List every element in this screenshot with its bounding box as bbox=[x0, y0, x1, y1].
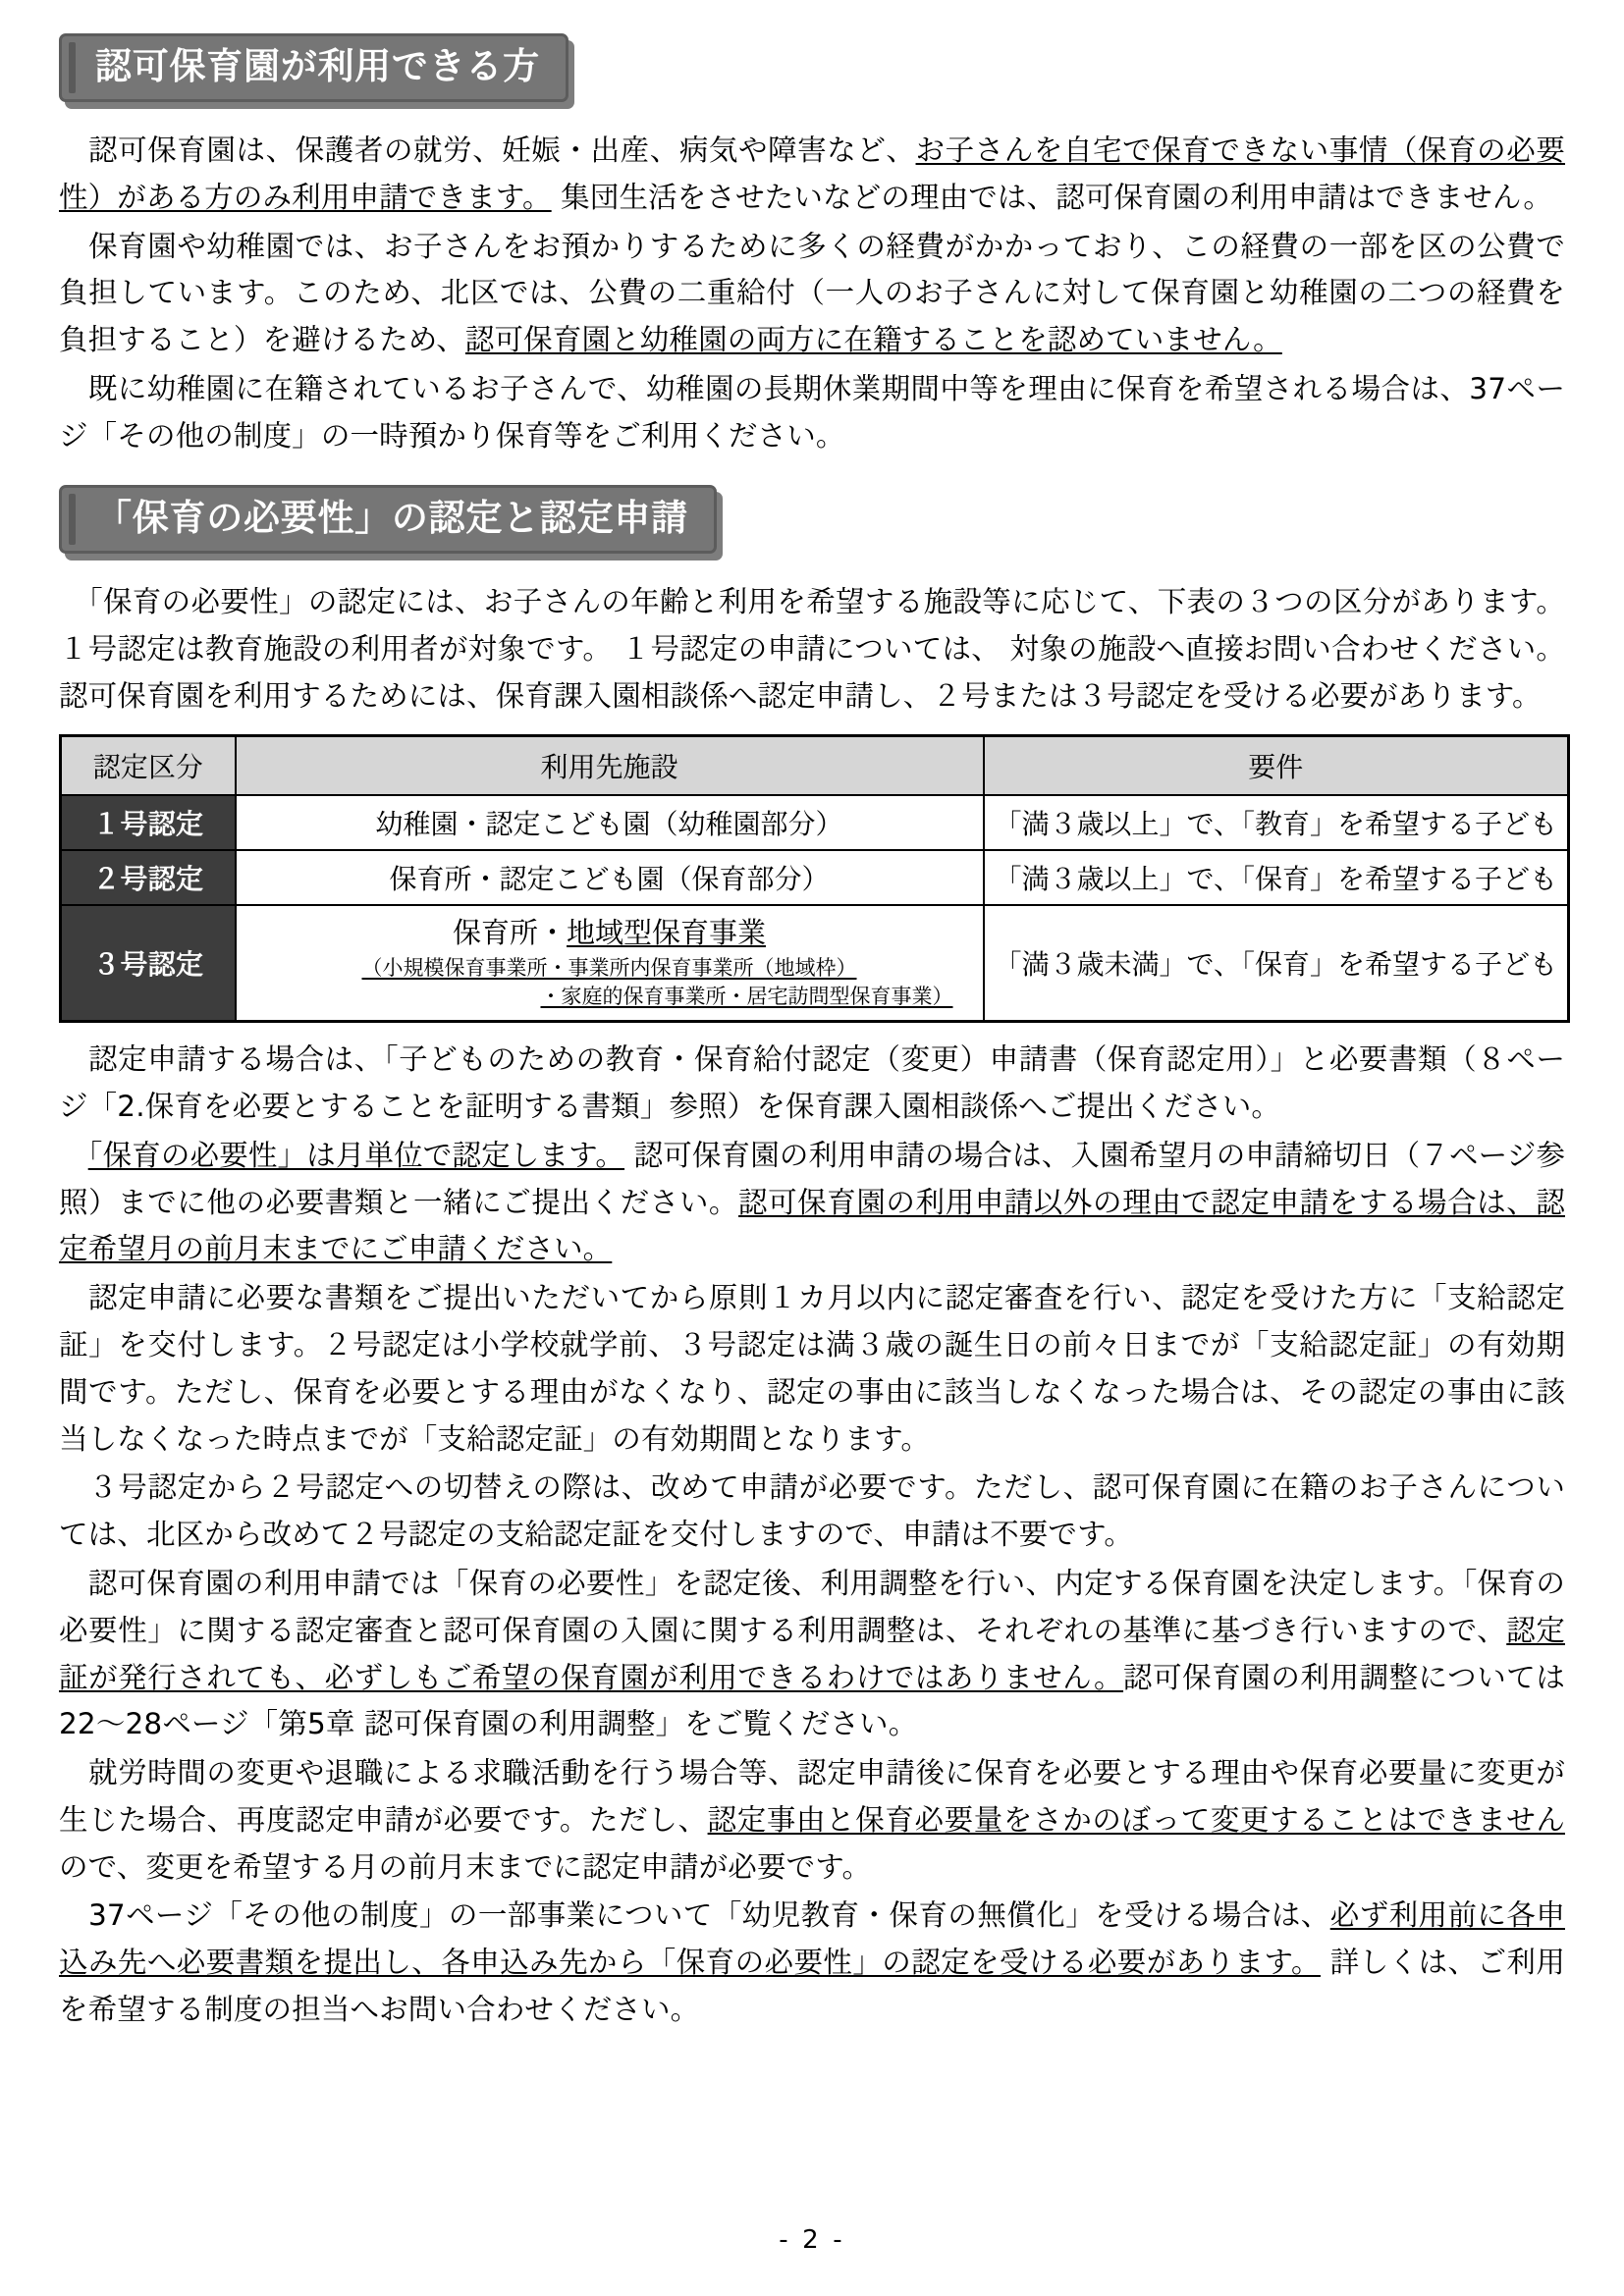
emphasis-underline-run: 認可保育園と幼稚園の両方に在籍することを認めていません。 bbox=[464, 323, 1282, 357]
text-run: 認定申請に必要な書類をご提出いただいてから原則１カ月以内に認定審査を行い、認定を受けた方に「支給認定証」を交付します。２号認定は小学校就学前、３号認定は満３歳の誕生日の前々日までが「支給認定証」の有効期間です。ただし、保育を必要とする理由がなくなり、認定の事由に該当しなくなった場合は、その認定の事由に該当しなくなった時点までが「支給認定証」の有効期間となります。 bbox=[59, 1281, 1565, 1456]
facility-sub-line-2-text: ・家庭的保育事業所・居宅訪問型保育事業） bbox=[540, 985, 953, 1009]
text-run: 認可保育園の利用申請では「保育の必要性」を認定後、利用調整を行い、内定する保育園を決定します。「保育の必要性」に関する認定審査と認可保育園の入園に関する利用調整は、それぞれの基準に基づき行いますので、 bbox=[59, 1566, 1565, 1647]
facility-main-line bbox=[243, 915, 977, 952]
section-heading-2 bbox=[59, 485, 717, 554]
emphasis-underline-run: 「保育の必要性」は月単位で認定します。 bbox=[87, 1138, 625, 1172]
section-heading-2-label: 「保育の必要性」の認定と認定申請 bbox=[95, 497, 688, 540]
paragraph bbox=[59, 1750, 1565, 1891]
text-run: 認可保育園は、保護者の就労、妊娠・出産、病気や障害など、 bbox=[59, 133, 916, 167]
text-run: 認可保育園の利用申請の場合は、入園希望月の申請締切日（７ページ参照）までに他の必要書類と一緒にご提出ください。 bbox=[59, 1138, 1565, 1219]
paragraph bbox=[59, 1561, 1565, 1748]
table-cell-kubun: ３号認定 bbox=[61, 905, 236, 1022]
table-row bbox=[61, 850, 1569, 905]
section-2-body bbox=[59, 1037, 1565, 2033]
text-run: 37ページ「その他の制度」の一部事業について「幼児教育・保育の無償化」を受ける場合は、 bbox=[59, 1898, 1330, 1933]
paragraph bbox=[59, 128, 1565, 222]
text-run: 「保育の必要性」の認定には、お子さんの年齢と利用を希望する施設等に応じて、下表の３つの区分があります。１号認定は教育施設の利用者が対象です。 １号認定の申請については、 対象の施設へ直接お問い合わせください。認可保育園を利用するためには、保育課入園相談係へ認定申請し、２号または３号認定を受ける必要があります。 bbox=[59, 585, 1565, 713]
text-run bbox=[59, 1139, 88, 1172]
paragraph bbox=[59, 1893, 1565, 2033]
text-run: 保育園や幼稚園では、お子さんをお預かりするために多くの経費がかかっており、この経費の一部を区の公費で負担しています。このため、北区では、公費の二重給付（一人のお子さんに対して保育園と幼稚園の二つの経費を負担すること）を避けるため、 bbox=[59, 229, 1565, 357]
table-cell-kubun: ２号認定 bbox=[61, 850, 236, 905]
paragraph bbox=[59, 224, 1565, 364]
facility-sub-line-1-text: （小規模保育事業所・事業所内保育事業所（地域枠） bbox=[361, 956, 857, 981]
text-run: 集団生活をさせたいなどの理由では、認可保育園の利用申請はできません。 bbox=[551, 180, 1552, 214]
table-cell-facility: 保育所・認定こども園（保育部分） bbox=[236, 850, 984, 905]
text-run: ３号認定から２号認定への切替えの際は、改めて申請が必要です。ただし、認可保育園に在籍のお子さんについては、北区から改めて２号認定の支給認定証を交付しますので、申請は不要です。 bbox=[59, 1470, 1565, 1552]
page-footer bbox=[0, 2225, 1624, 2255]
emphasis-underline-run: 必ず利用前に各申込み先へ必要書類を提出し、各申込み先から「保育の必要性」の認定を受ける必要があります。 bbox=[59, 1898, 1565, 1980]
section-2-intro bbox=[59, 579, 1565, 720]
section-heading-2-wrapper bbox=[59, 485, 717, 554]
emphasis-underline-run: お子さんを自宅で保育できない事情（保育の必要性）がある方のみ利用申請できます。 bbox=[59, 133, 1566, 214]
table-cell-facility bbox=[236, 905, 984, 1022]
table-header-cell-requirement: 要件 bbox=[984, 735, 1569, 795]
table-header-row bbox=[61, 735, 1569, 795]
paragraph bbox=[59, 579, 1565, 720]
text-run: 詳しくは、ご利用を希望する制度の担当へお問い合わせください。 bbox=[59, 1946, 1565, 2026]
text-run: 既に幼稚園に在籍されているお子さんで、幼稚園の長期休業期間中等を理由に保育を希望される場合は、37ページ「その他の制度」の一時預かり保育等をご利用ください。 bbox=[59, 371, 1565, 453]
emphasis-underline-run: 認定証が発行されても、必ずしもご希望の保育園が利用できるわけではありません。 bbox=[59, 1613, 1565, 1694]
facility-sub-line-2 bbox=[243, 983, 977, 1011]
emphasis-underline-run: 認可保育園の利用申請以外の理由で認定申請をする場合は、認定希望月の前月末までにご申請ください。 bbox=[59, 1185, 1565, 1266]
table-cell-facility: 幼稚園・認定こども園（幼稚園部分） bbox=[236, 795, 984, 850]
table-cell-kubun: １号認定 bbox=[61, 795, 236, 850]
facility-sub-line-1 bbox=[243, 954, 977, 983]
table-header-cell-kubun: 認定区分 bbox=[61, 735, 236, 795]
table-cell-requirement: 「満３歳以上」で、「教育」を希望する子ども bbox=[984, 795, 1569, 850]
paragraph bbox=[59, 1465, 1565, 1559]
table-cell-requirement: 「満３歳未満」で、「保育」を希望する子ども bbox=[984, 905, 1569, 1022]
paragraph bbox=[59, 1037, 1565, 1131]
table-row bbox=[61, 795, 1569, 850]
certification-categories-table bbox=[59, 734, 1570, 1024]
text-run: 就労時間の変更や退職による求職活動を行う場合等、認定申請後に保育を必要とする理由や保育必要量に変更が生じた場合、再度認定申請が必要です。ただし、 bbox=[59, 1756, 1565, 1837]
paragraph bbox=[59, 1133, 1565, 1273]
facility-main-plain: 保育所・ bbox=[452, 915, 567, 949]
section-heading-1-wrapper bbox=[59, 33, 568, 102]
paragraph bbox=[59, 1275, 1565, 1463]
text-run: 認定申請する場合は、「子どものための教育・保育給付認定（変更）申請書（保育認定用）」と必要書類（８ページ「2.保育を必要とすることを証明する書類」参照）を保育課入園相談係へご提出ください。 bbox=[59, 1042, 1565, 1124]
facility-main-underlined: 地域型保育事業 bbox=[567, 915, 767, 949]
page-number: - 2 - bbox=[779, 2225, 845, 2255]
table-header-cell-facility: 利用先施設 bbox=[236, 735, 984, 795]
table-cell-requirement: 「満３歳以上」で、「保育」を希望する子ども bbox=[984, 850, 1569, 905]
text-run: ので、変更を希望する月の前月末までに認定申請が必要です。 bbox=[59, 1849, 872, 1884]
text-run: 認可保育園の利用調整については 22〜28ページ「第5章 認可保育園の利用調整」をご覧ください。 bbox=[59, 1660, 1565, 1741]
table-row bbox=[61, 905, 1569, 1022]
section-1-body bbox=[59, 128, 1565, 459]
emphasis-underline-run: 認定事由と保育必要量をさかのぼって変更することはできません bbox=[707, 1802, 1565, 1837]
paragraph bbox=[59, 366, 1565, 460]
section-heading-1-label: 認可保育園が利用できる方 bbox=[95, 45, 540, 87]
section-heading-1 bbox=[59, 33, 568, 102]
